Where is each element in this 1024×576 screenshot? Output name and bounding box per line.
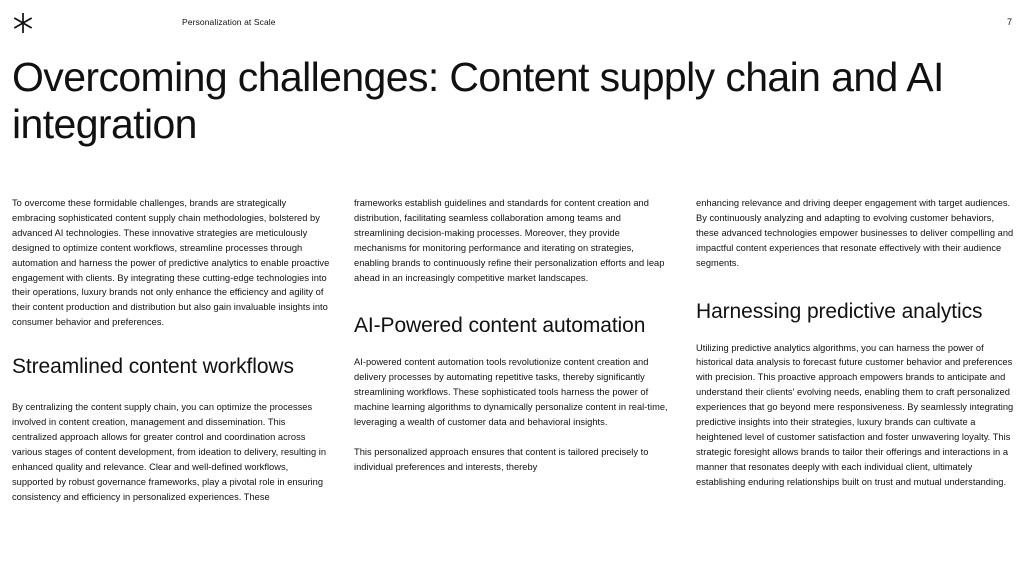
predictive-analytics-paragraph: Utilizing predictive analytics algorithms, you can harness the power of historical data analysis to forecast future customer behavior and preferences with precision. This proactive approach empowers brands to anticipate and understand their clients' evolving needs, enabling them to craft personalized experiences that go beyond mere responsiveness. By seamlessly integrating predictive insights into their strategies, luxury brands can cultivate a heightened level of customer satisfaction and foster unwavering loyalty. This strategic foresight allows brands to tailor their offerings and interactions in a manner that resonates deeply with each individual client, ultimately establishing enduring relationships built on trust and mutual understanding. [696,342,1014,487]
column-1 [12,196,332,520]
page-number: 7 [1006,17,1012,27]
frameworks-paragraph: frameworks establish guidelines and standards for content creation and distribution, facilitating seamless collaboration among teams and streamlining decision-making processes. Moreover, they provide mechanisms for monitoring performance and iterating on strategies, enabling brands to continuously refine their personalization efforts and leap ahead in an increasingly competitive market landscapes. [354,198,665,283]
engagement-paragraph: enhancing relevance and driving deeper engagement with target audiences. By continuously analyzing and adapting to evolving customer behaviors, these advanced technologies empower businesses to deliver compelling and impactful content experiences that resonate effectively with their audience segments. [696,198,1014,268]
section-heading-predictive-analytics: Harnessing predictive analytics [696,299,983,323]
section-heading-ai-automation: AI-Powered content automation [354,314,646,338]
intro-paragraph: To overcome these formidable challenges, brands are strategically embracing sophisticated content supply chain methodologies, bolstered by advanced AI technologies. These innovative strategies are meticulously designed to optimize content workflows, streamline processes through automation and harness the power of predictive analytics to enable proactive engagement with clients. By integrating these cutting-edge technologies into their operations, luxury brands not only enhance the efficiency and agility of their content production and distribution but also gain invaluable insights into consumer behavior and preferences. [12,198,330,328]
personalized-approach-paragraph: This personalized approach ensures that content is tailored precisely to individual preferences and interests, thereby [354,446,649,472]
section-heading-streamlined-workflows: Streamlined content workflows [12,355,294,379]
running-title: Personalization at Scale [182,17,276,27]
column-2 [354,196,670,490]
column-3 [696,196,1014,505]
page-title: Overcoming challenges: Content supply chain and AI integration [12,54,944,147]
ai-automation-paragraph: AI-powered content automation tools revolutionize content creation and delivery processes by automating repetitive tasks, thereby significantly streamlining workflows. These sophisticated tools harness the power of machine learning algorithms to dynamically personalize content in real-time, leveraging a wealth of customer data and behavioral insights. [354,357,668,428]
asterisk-icon [12,12,34,34]
workflows-paragraph: By centralizing the content supply chain, you can optimize the processes involved in content creation, management and dissemination. This centralized approach allows for greater control and coordination across various stages of content development, from ideation to delivery, resulting in enhanced quality and relevance. Clear and well-defined workflows, supported by robust governance frameworks, play a pivotal role in ensuring consistency and efficiency in personalized experiences. These [12,402,327,502]
